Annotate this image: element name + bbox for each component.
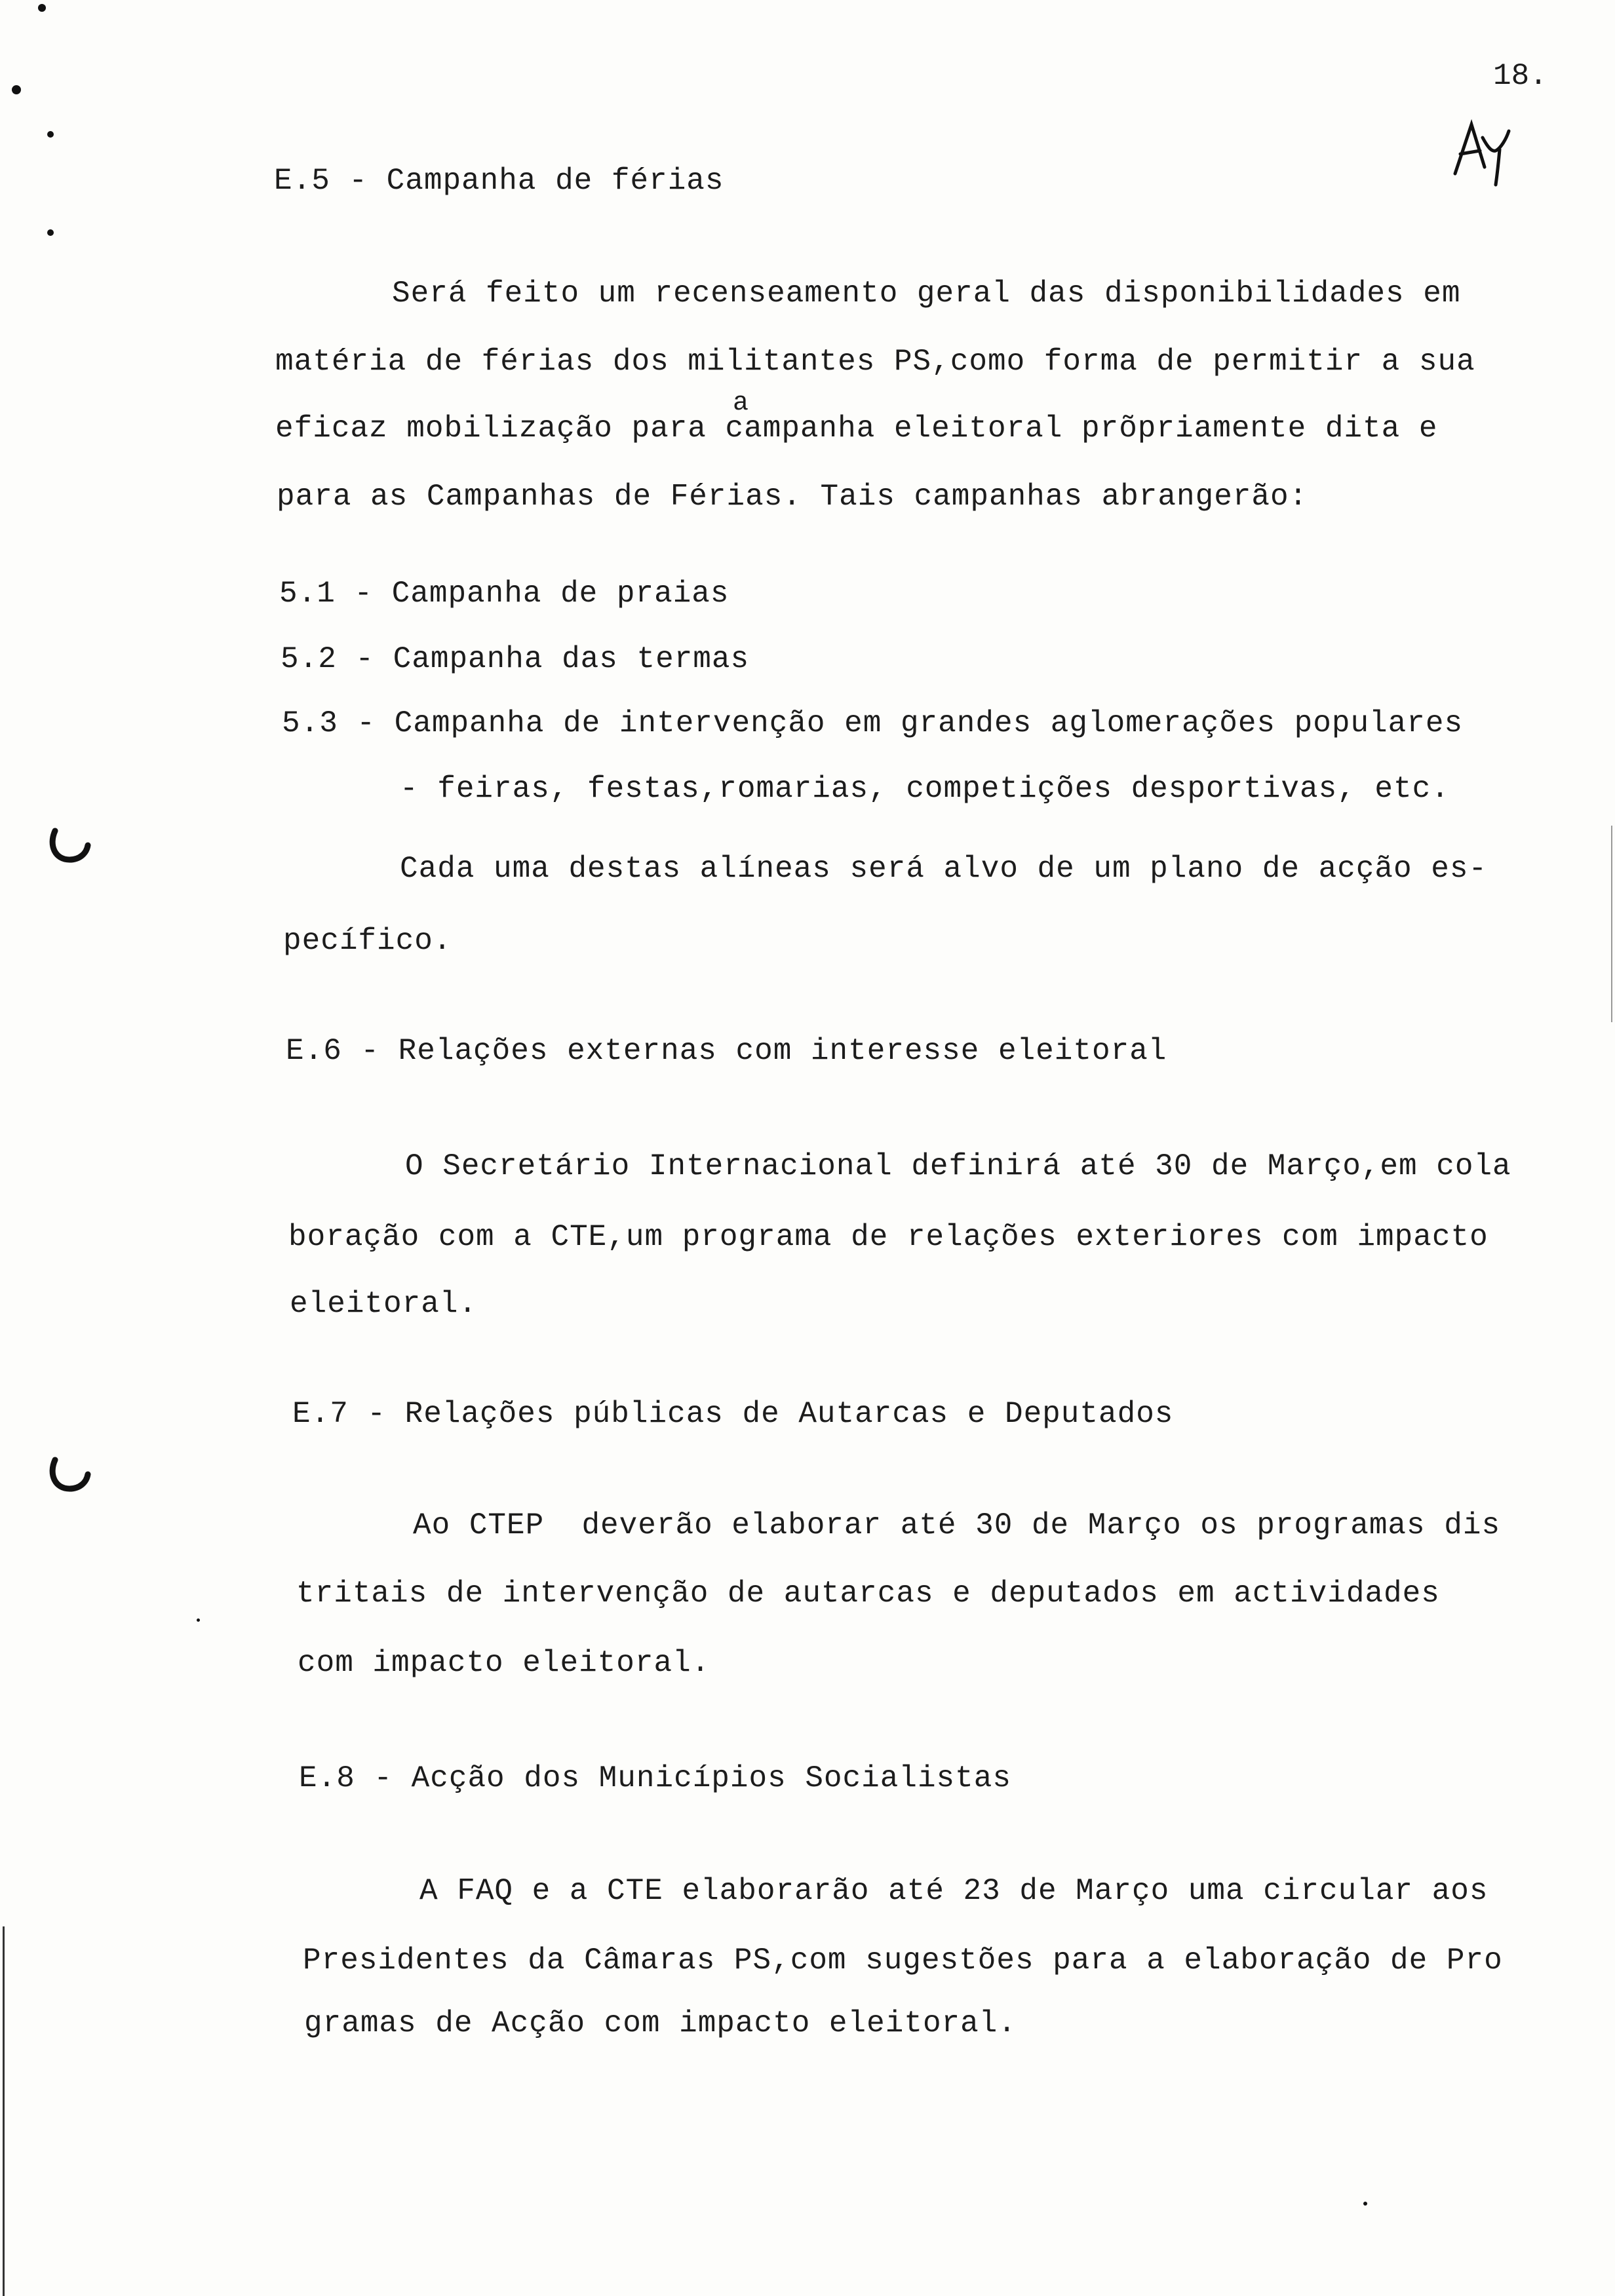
paragraph-line: eficaz mobilização para campanha eleitoral prõpriamente dita e <box>275 411 1438 446</box>
section-heading-e8: E.8 - Acção dos Municípios Socialistas <box>299 1761 1011 1795</box>
margin-mark <box>1363 2202 1367 2206</box>
paragraph-line: com impacto eleitoral. <box>298 1646 710 1680</box>
list-item: 5.2 - Campanha das termas <box>281 642 750 676</box>
margin-mark <box>12 85 21 94</box>
page-number: 18. <box>1493 59 1547 93</box>
scan-edge-line <box>1611 826 1612 1022</box>
section-heading-e7: E.7 - Relações públicas de Autarcas e Deputados <box>292 1397 1174 1431</box>
list-item-continuation: - feiras, festas,romarias, competições desportivas, etc. <box>400 772 1450 806</box>
paragraph-line: para as Campanhas de Férias. Tais campanhas abrangerão: <box>277 480 1308 514</box>
margin-mark <box>197 1618 200 1622</box>
paragraph-line: matéria de férias dos militantes PS,como forma de permitir a sua <box>275 345 1475 379</box>
punch-hole-mark <box>46 1455 92 1494</box>
superscript-insertion: a <box>733 389 749 418</box>
paragraph-line: Cada uma destas alíneas será alvo de um plano de acção es- <box>400 852 1488 886</box>
handwritten-initials <box>1449 111 1521 190</box>
margin-mark <box>47 131 54 138</box>
paragraph-line: Ao CTEP deverão elaborar até 30 de Março os programas dis <box>413 1508 1501 1542</box>
section-heading-e5: E.5 - Campanha de férias <box>274 164 724 198</box>
paragraph-line: boração com a CTE,um programa de relações exteriores com impacto <box>288 1220 1489 1254</box>
paragraph-line: tritais de intervenção de autarcas e deputados em actividades <box>296 1577 1440 1611</box>
paragraph-line: pecífico. <box>283 924 452 958</box>
paragraph-line: A FAQ e a CTE elaborarão até 23 de Março uma circular aos <box>419 1874 1489 1908</box>
margin-mark <box>38 4 46 12</box>
paragraph-line: O Secretário Internacional definirá até 30 de Março,em cola <box>405 1149 1511 1183</box>
margin-mark <box>47 229 54 236</box>
paragraph-line: Será feito um recenseamento geral das disponibilidades em <box>392 277 1461 311</box>
scan-edge-line <box>3 1926 5 2296</box>
punch-hole-mark <box>46 826 92 865</box>
paragraph-line: eleitoral. <box>290 1287 478 1321</box>
paragraph-line: gramas de Acção com impacto eleitoral. <box>304 2006 1017 2040</box>
section-heading-e6: E.6 - Relações externas com interesse eleitoral <box>286 1034 1167 1068</box>
list-item: 5.1 - Campanha de praias <box>279 577 730 611</box>
list-item: 5.3 - Campanha de intervenção em grandes aglomerações populares <box>282 706 1464 740</box>
paragraph-line: Presidentes da Câmaras PS,com sugestões para a elaboração de Pro <box>303 1943 1503 1978</box>
